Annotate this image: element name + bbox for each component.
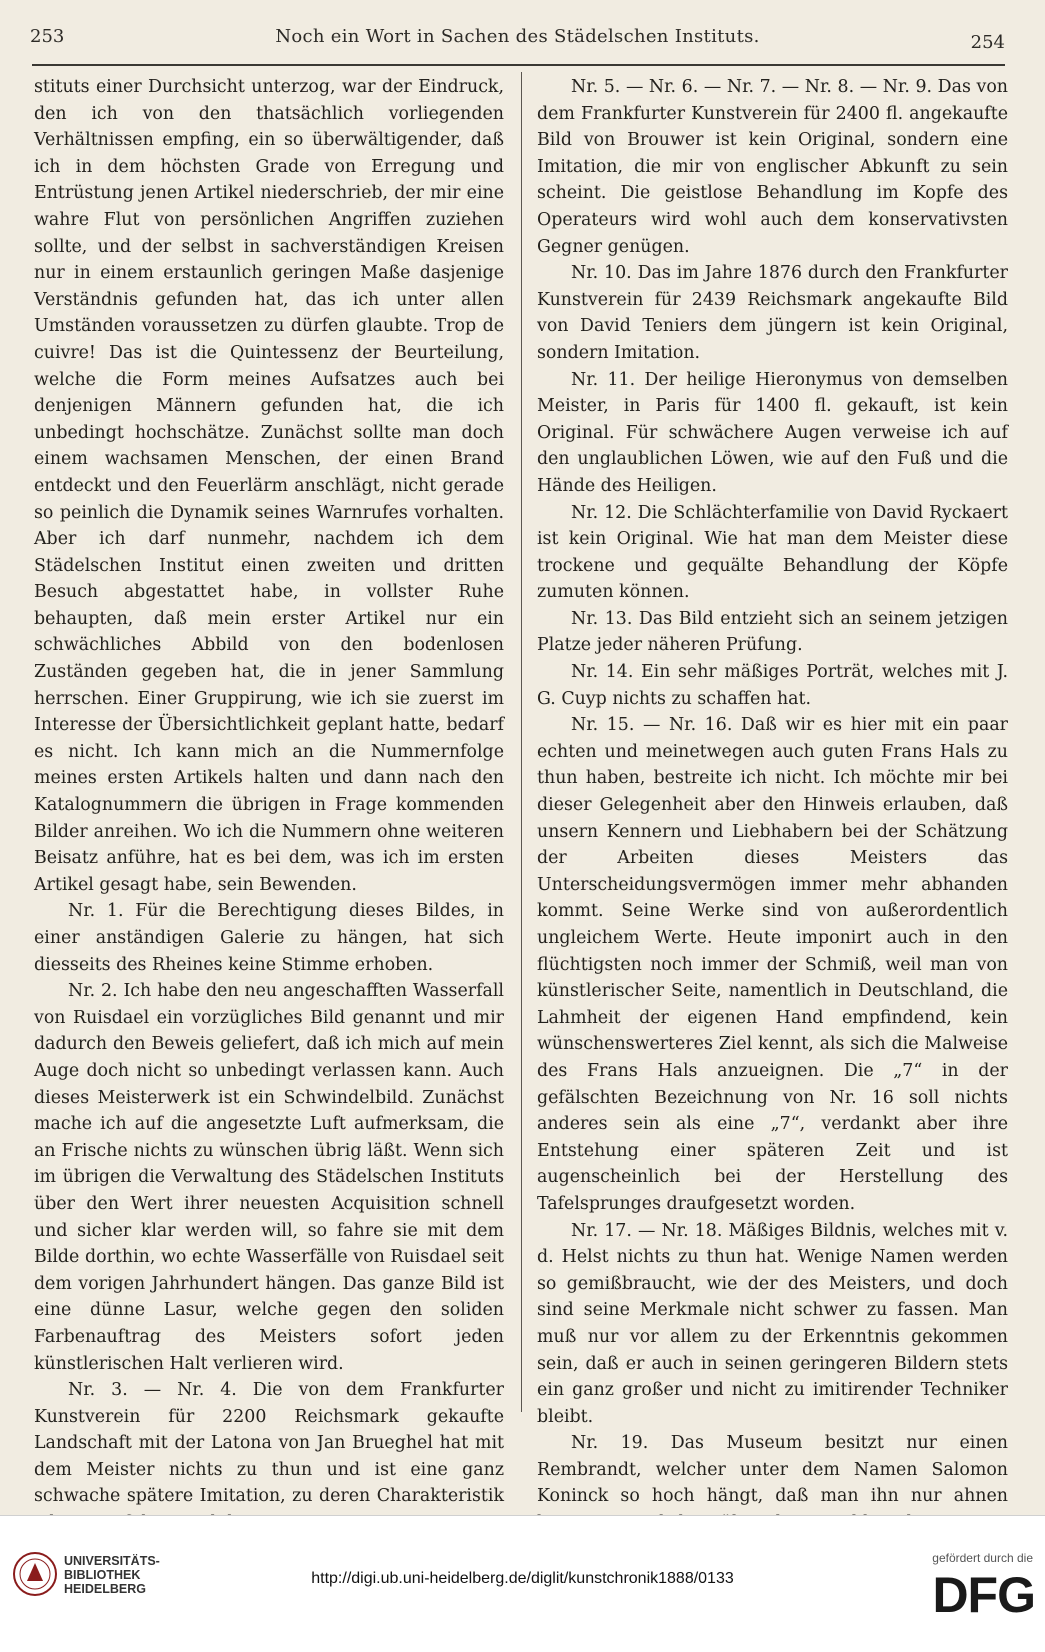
paragraph: Nr. 3. — Nr. 4. Die von dem Frankfurter Kunstverein für 2200 Reichsmark gekaufte Landschaft mit der Latona von Jan Brueghel hat mit dem Meister nichts zu thun und ist eine ganz schwache spätere Imitation, zu deren Charakteristik <box>34 1380 504 1507</box>
viewer-footer <box>0 1515 1045 1652</box>
institution-line: UNIVERSITÄTS- <box>64 1554 160 1568</box>
paragraph: stituts einer Durchsicht unterzog, war der Eindruck, den ich von den thatsächlich vorliegenden Verhältnissen empfing, ein so überwältigender, daß ich in dem höchsten Grade von Erregung und Entrüstung jenen Artikel niederschrieb, der mir eine wahre Flut von persönlichen Angriffen zuziehen sollte, und der selbst in sachverständigen Kreisen nur in einem erstaunlich geringen Maße dasjenige Verständnis gefunden hat, das ich unter allen Umständen voraussetzen zu dürfen glaubte. Trop de cuivre! Das ist die Quintessenz der Beurteilung, welche die Form meines Aufsatzes auch bei denjenigen Männern gefunden hat, die ich unbedingt hochschätze. Zunächst sollte man doch einem wachsamen Menschen, der einen Brand entdeckt und den Feuerlärm anschlägt, nicht gerade so peinlich die Dynamik seines Warnrufes vorhalten. Aber ich darf nunmehr, nachdem ich dem Städelschen Institut einen zweiten und dritten Besuch abgestattet habe, in vollster Ruhe behaupten, daß mein erster Artikel nur ein schwächliches Abbild von den bodenlosen Zuständen gegeben hat, die in jener Sammlung herrschen. Einer Gruppirung, wie ich sie zuerst im Interesse der Übersichtlichkeit geplant hatte, bedarf es nicht. Ich kann mich an die Nummernfolge meines ersten Artikels halten und dann nach den Katalognummern die übrigen in Frage kommenden Bilder anreihen. Wo ich die Nummern ohne weiteren Beisatz anführe, hat es bei dem, was ich im ersten Artikel gesagt habe, sein Bewenden. <box>34 77 504 895</box>
paragraph: Nr. 11. Der heilige Hieronymus von demselben Meister, in Paris für 1400 fl. gekauft, ist kein Original. Für schwächere Augen verweise ich auf den unglaublichen Löwen, wie auf den Fuß und die Hände des Heiligen. <box>537 369 1008 496</box>
running-head <box>30 22 1005 52</box>
left-column <box>34 74 504 1515</box>
paragraph: Nr. 2. Ich habe den neu angeschafften Wasserfall von Ruisdael ein vorzügliches Bild genannt und mir dadurch den Beweis geliefert, daß ich mich auf mein Auge doch nicht so unbedingt verlassen kann. Auch dieses Meisterwerk ist ein Schwindelbild. Zunächst mache ich auf die angesetzte Luft aufmerksam, die an Frische nichts zu wünschen übrig läßt. Wenn sich im übrigen die Verwaltung des Städelschen Instituts über den Wert ihrer neuesten Acquisition schnell und sicher klar werden will, so fahre sie mit dem Bilde dorthin, wo echte Wasserfälle von Ruisdael seit dem vorigen Jahrhundert hängen. Das ganze Bild ist eine dünne Lasur, welche gegen den soliden Farbenauftrag des Meisters sofort jeden künstlerischen Halt verlieren wird. <box>34 981 504 1374</box>
paragraph: Nr. 1. Für die Berechtigung dieses Bildes, in einer anständigen Galerie zu hängen, hat sich diesseits des Rheines keine Stimme erhoben. <box>34 901 504 975</box>
page-number-right: 254 <box>970 32 1005 53</box>
institution-line: HEIDELBERG <box>64 1582 146 1596</box>
paragraph: Nr. 10. Das im Jahre 1876 durch den Frankfurter Kunstverein für 2439 Reichsmark angekaufte Bild von David Teniers dem jüngern ist kein Original, sondern Imitation. <box>537 263 1008 363</box>
paragraph: Nr. 15. — Nr. 16. Daß wir es hier mit ein paar echten und meinetwegen auch guten Frans Hals zu thun haben, bestreite ich nicht. Ich möchte mir bei dieser Gelegenheit aber den Hinweis erlauben, daß unsern Kennern und Liebhabern bei der Schätzung der Arbeiten dieses Meisters das Unterscheidungsvermögen immer mehr abhanden kommt. Seine Werke sind von außerordentlich ungleichem Werte. Heute imponirt auch in den flüchtigsten noch immer der Schmiß, weil man von künstlerischer Seite, namentlich in Deutschland, die Lahmheit der eigenen Hand empfindend, kein wünschenswerteres Ziel kennt, als sich die Malweise des Frans Hals anzueignen. Die „7“ in der gefälschten Bezeichnung von Nr. 16 soll nichts anderes sein als eine „7“, verdankt aber ihre Entstehung einer späteren Zeit und ist augenscheinlich bei der Herstellung des Tafelsprunges draufgesetzt worden. <box>537 715 1008 1214</box>
paragraph: Nr. 12. Die Schlächterfamilie von David Ryckaert ist kein Original. Wie hat man dem Meister diese trockene und gequälte Behandlung der Köpfe zumuten können. <box>537 502 1008 603</box>
right-column <box>537 74 1008 1515</box>
funded-by-label: gefördert durch die <box>932 1551 1033 1565</box>
permalink-url[interactable]: http://digi.ub.uni-heidelberg.de/diglit/kunstchronik1888/0133 <box>311 1570 734 1587</box>
page-number-left: 253 <box>30 26 65 47</box>
institution-line: BIBLIOTHEK <box>64 1568 141 1582</box>
header-rule <box>32 64 1005 66</box>
paragraph: Nr. 13. Das Bild entzieht sich an seinem jetzigen Platze jeder näheren Prüfung. <box>537 608 1008 656</box>
paragraph: Nr. 19. Das Museum besitzt nur einen Rembrandt, welcher unter dem Namen Salomon Koninck so hoch hängt, daß man ihn nur ahnen <box>537 1433 1008 1507</box>
dfg-logo: DFG <box>932 1567 1035 1623</box>
paragraph: Nr. 14. Ein sehr mäßiges Porträt, welches mit J. G. Cuyp nichts zu schaffen hat. <box>537 662 1008 709</box>
running-title: Noch ein Wort in Sachen des Städelschen Instituts. <box>275 26 760 47</box>
column-divider <box>521 72 522 1412</box>
paragraph: Nr. 17. — Nr. 18. Mäßiges Bildnis, welches mit v. d. Helst nichts zu thun hat. Wenige Namen werden so gemißbraucht, wie der des Meisters, und doch sind seine Merkmale nicht schwer zu fassen. Man muß nur vor allem zu der Erkenntnis gekommen sein, daß er auch in seinen geringeren Bildern stets ein ganz großer und nicht zu imitirender Techniker bleibt. <box>537 1220 1008 1427</box>
paragraph: Nr. 5. — Nr. 6. — Nr. 7. — Nr. 8. — Nr. 9. Das von dem Frankfurter Kunstverein für 2400 fl. angekaufte Bild von Brouwer ist kein Original, sondern eine Imitation, die mir von englischer Abkunft zu sein scheint. Die geistlose Behandlung im Kopfe des Operateurs wird wohl auch dem konservativsten Gegner genügen. <box>537 77 1008 257</box>
